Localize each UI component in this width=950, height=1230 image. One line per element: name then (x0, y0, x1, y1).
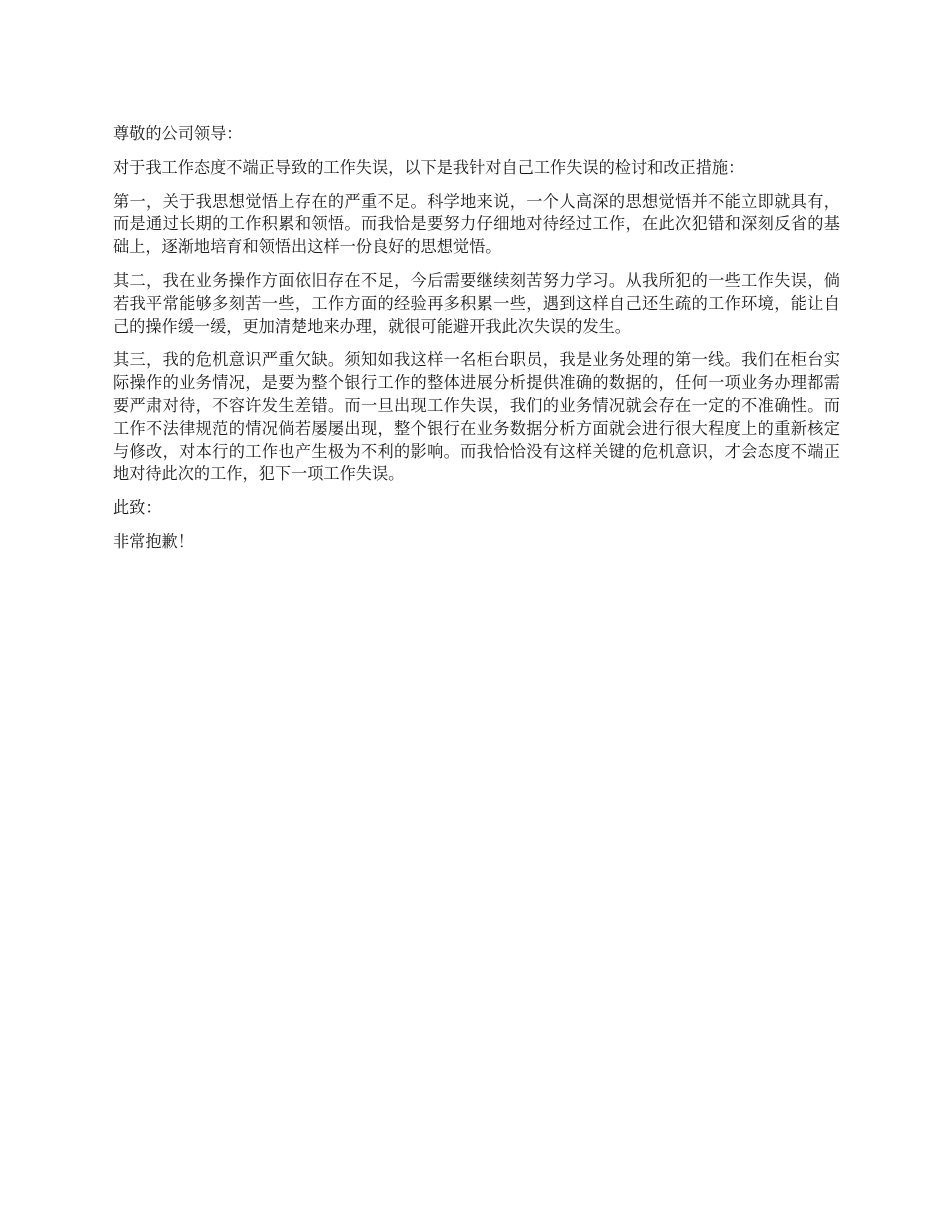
salutation: 尊敬的公司领导： (113, 124, 243, 143)
paragraph-third: 其三，我的危机意识严重欠缺。须知如我这样一名柜台职员，我是业务处理的第一线。我们在柜台实际操作的业务情况，是要为整个银行工作的整体进展分析提供准确的数据的，任何一项业务办理都需要严肃对待，不容许发生差错。而一旦出现工作失误，我们的业务情况就会存在一定的不准确性。而工作不法律规范的情况倘若屡屡出现，整个银行在业务数据分析方面就会进行很大程度上的重新核定与修改，对本行的工作也产生极为不利的影响。而我恰恰没有这样关键的危机意识，才会态度不端正地对待此次的工作，犯下一项工作失误。 (113, 350, 840, 484)
intro-paragraph: 对于我工作态度不端正导致的工作失误，以下是我针对自己工作失误的检讨和改正措施： (113, 157, 745, 177)
letter-body (113, 123, 840, 565)
closing: 此致： (113, 498, 162, 518)
paragraph-first: 第一，关于我思想觉悟上存在的严重不足。科学地来说，一个人高深的思想觉悟并不能立即就具有，而是通过长期的工作积累和领悟。而我恰是要努力仔细地对待经过工作，在此次犯错和深刻反省的基础上，逐渐地培育和领悟出这样一份良好的思想觉悟。 (113, 191, 840, 257)
paragraph-second: 其二，我在业务操作方面依旧存在不足，今后需要继续刻苦努力学习。从我所犯的一些工作失误，倘若我平常能够多刻苦一些，工作方面的经验再多积累一些，遇到这样自己还生疏的工作环境，能让自己的操作缓一缓，更加清楚地来办理，就很可能避开我此次失误的发生。 (113, 270, 840, 336)
apology: 非常抱歉！ (113, 531, 194, 551)
